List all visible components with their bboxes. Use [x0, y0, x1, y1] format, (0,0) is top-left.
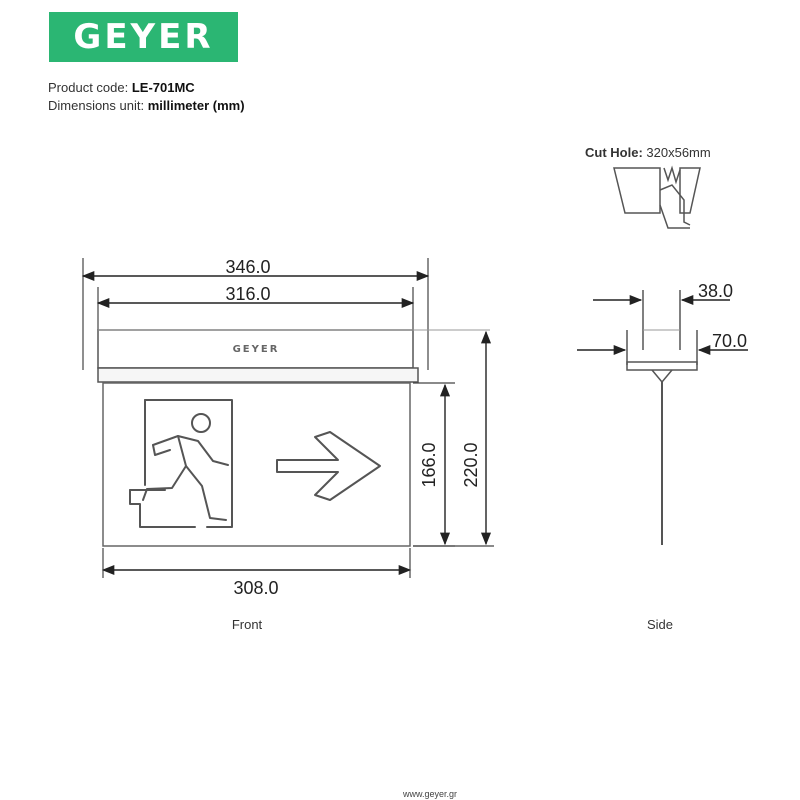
- cut-hole-label: Cut Hole:: [585, 145, 643, 160]
- dim-side-top-width: 38.0: [698, 281, 734, 301]
- product-code-label: Product code:: [48, 80, 132, 95]
- dim-panel-height: 166.0: [419, 442, 439, 488]
- housing-flange: [98, 368, 418, 382]
- side-view: [627, 290, 697, 545]
- cut-hole-diagram: [614, 168, 700, 228]
- product-code-value: LE-701MC: [131, 80, 195, 95]
- cut-hole-value: 320x56mm: [642, 145, 711, 160]
- arrow-right-icon: [277, 432, 380, 500]
- dim-side-base-width: 70.0: [712, 331, 748, 351]
- front-caption: Front: [231, 617, 263, 632]
- website-url: www.geyer.gr: [402, 789, 458, 799]
- side-base: [627, 362, 697, 370]
- logo-text: GEYER: [73, 17, 214, 57]
- dimensions-unit-label: Dimensions unit:: [48, 98, 148, 113]
- side-caption: Side: [646, 617, 674, 632]
- dim-inner-width: 316.0: [225, 284, 271, 304]
- dim-outer-width: 346.0: [225, 257, 271, 277]
- dim-panel-width: 308.0: [233, 578, 279, 598]
- dimensions-unit-value: millimeter (mm): [147, 98, 245, 113]
- running-man-icon: [130, 400, 232, 527]
- sign-panel: [103, 383, 410, 546]
- dim-total-height: 220.0: [461, 442, 481, 488]
- cut-hole-line: [585, 145, 711, 160]
- side-clip: [652, 370, 672, 382]
- housing-brand: GEYER: [232, 344, 280, 355]
